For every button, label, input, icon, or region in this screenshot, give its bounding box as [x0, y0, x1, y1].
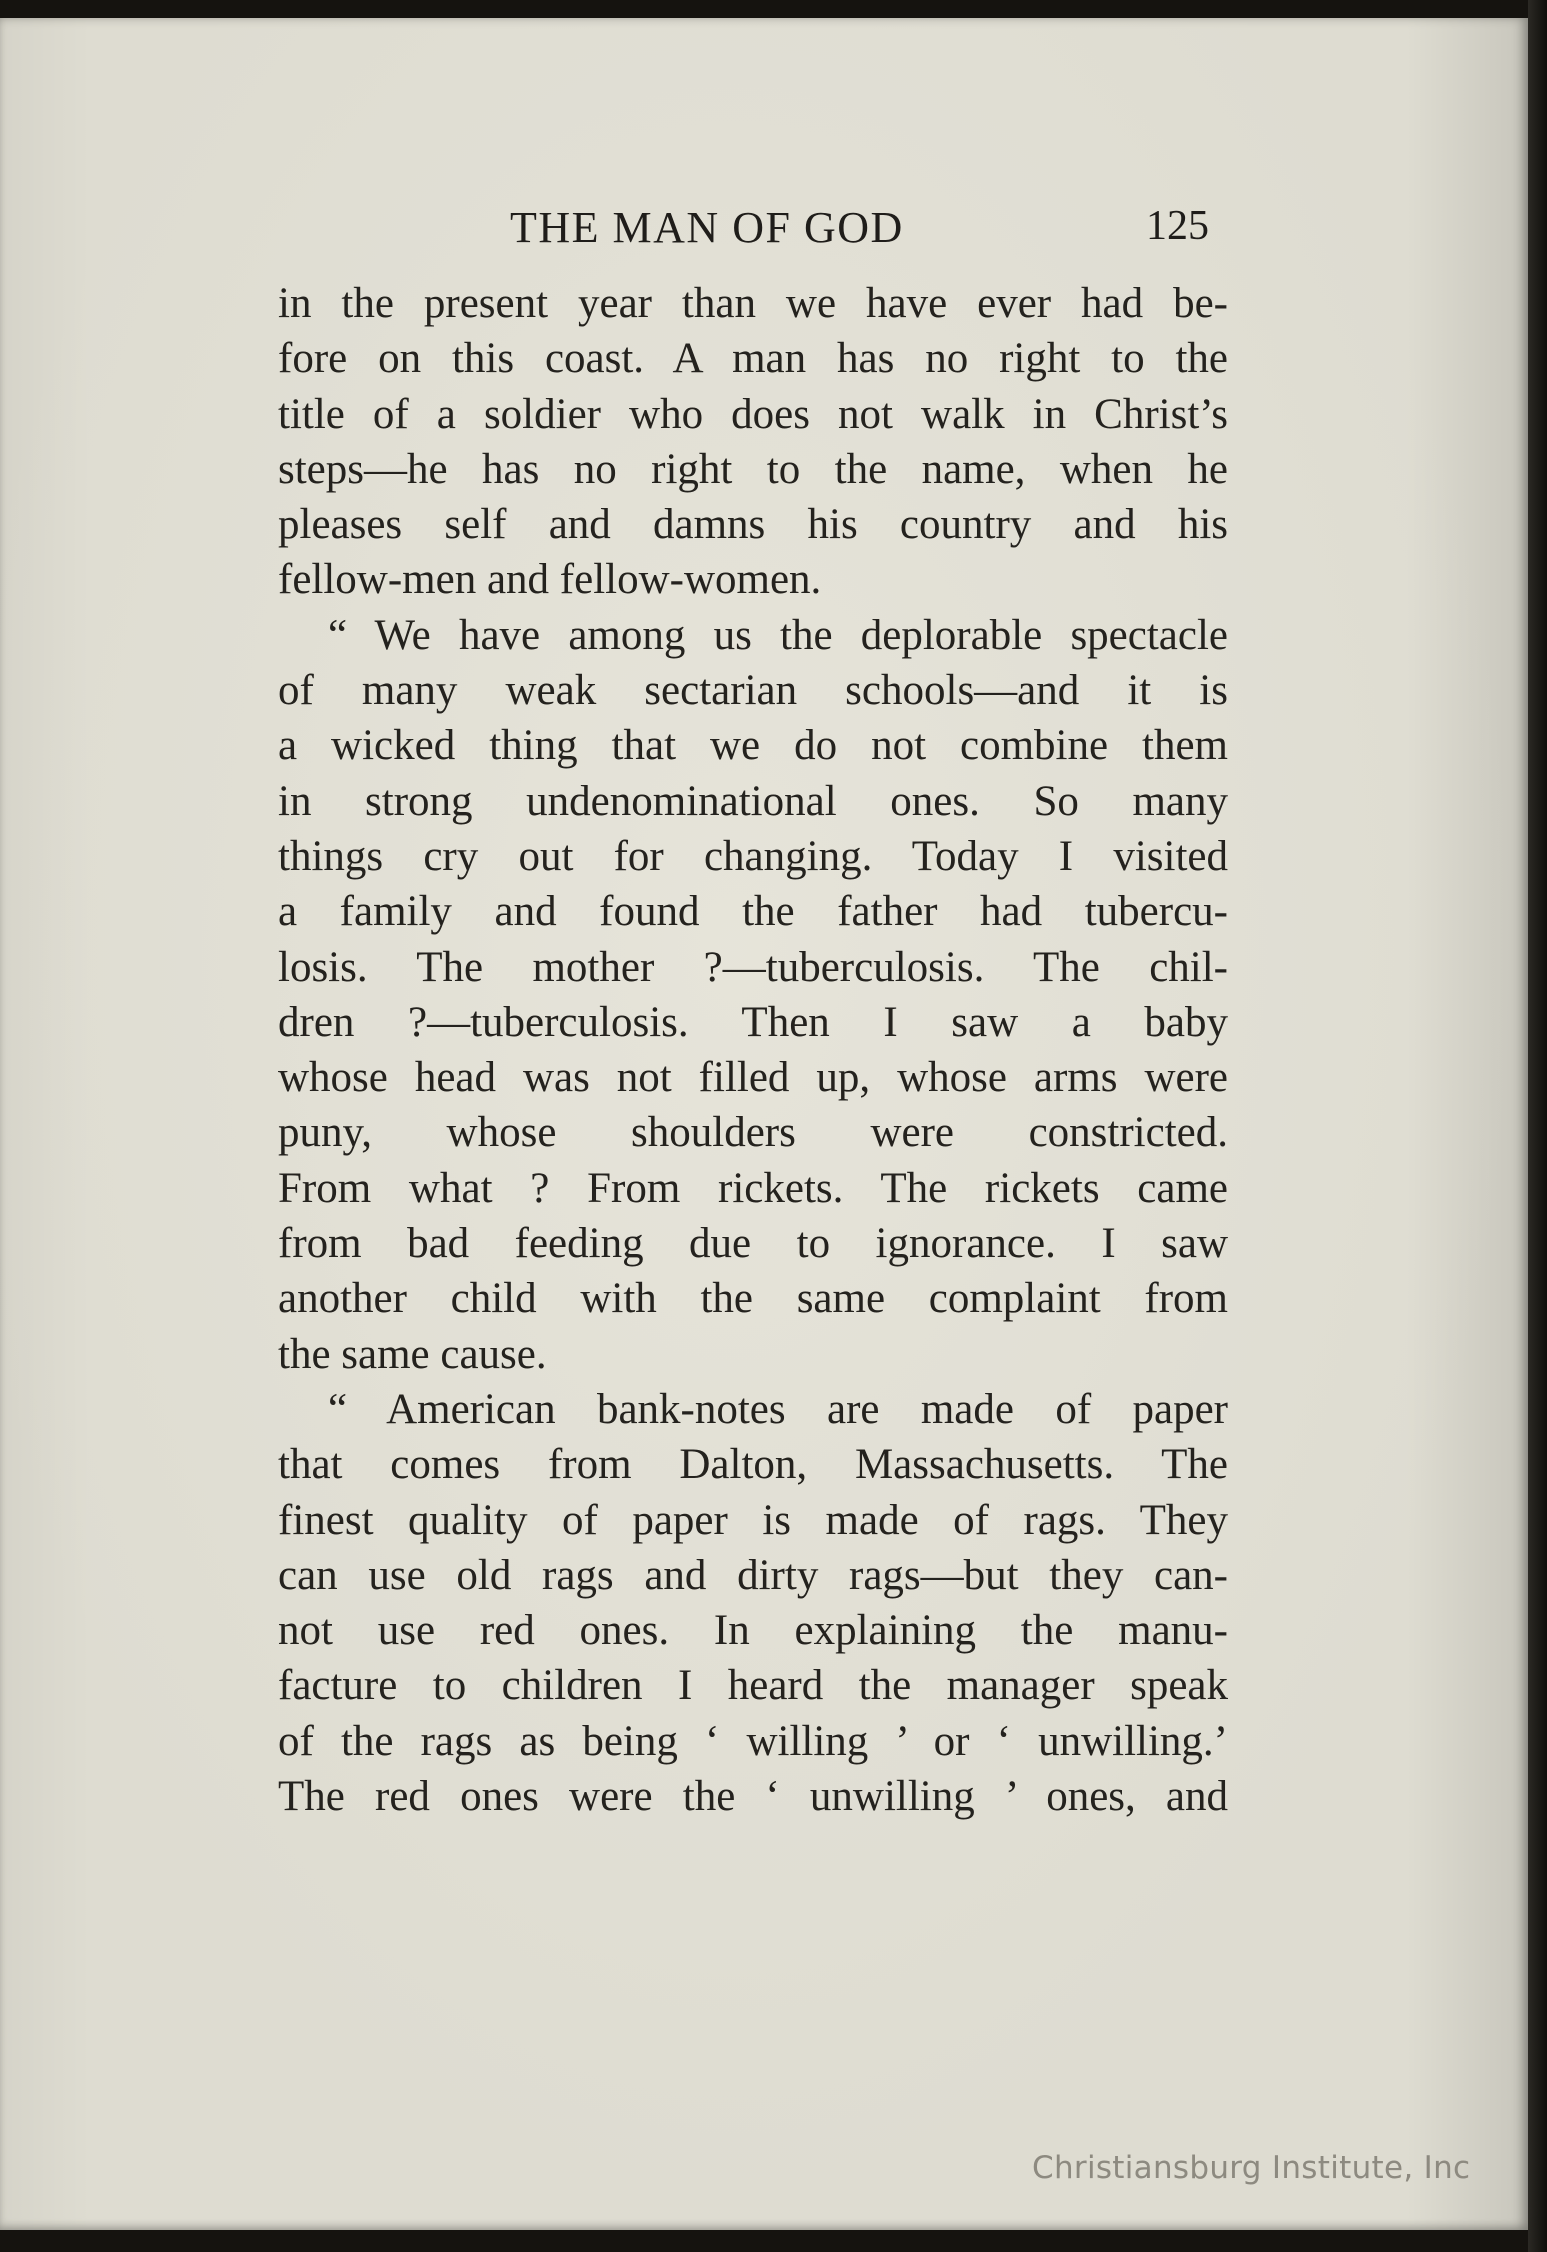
text-line: of the rags as being ‘ willing ’ or ‘ unwilling.’ [278, 1717, 1228, 1765]
text-line: steps—he has no right to the name, when he [278, 445, 1228, 493]
text-line: a family and found the father had tubercu- [278, 888, 1228, 936]
book-page [0, 18, 1528, 2230]
text-line: “ American bank-notes are made of paper [328, 1385, 1228, 1433]
text-line: The red ones were the ‘ unwilling ’ ones, and [278, 1773, 1228, 1821]
text-line: pleases self and damns his country and his [278, 501, 1228, 549]
running-head: THE MAN OF GOD [510, 203, 904, 252]
text-line: from bad feeding due to ignorance. I saw [278, 1220, 1228, 1268]
text-line: dren ?—tuberculosis. Then I saw a baby [278, 998, 1228, 1046]
text-line: From what ? From rickets. The rickets came [278, 1164, 1228, 1212]
watermark: Christiansburg Institute, Inc [1032, 2150, 1471, 2186]
text-line: puny, whose shoulders were constricted. [278, 1109, 1228, 1157]
text-line: facture to children I heard the manager speak [278, 1662, 1228, 1710]
text-line: a wicked thing that we do not combine them [278, 722, 1228, 770]
text-line: fellow-men and fellow-women. [278, 556, 822, 604]
page-edge-shadow [1528, 0, 1547, 2252]
text-line: that comes from Dalton, Massachusetts. The [278, 1441, 1228, 1489]
text-line: losis. The mother ?—tuberculosis. The chil- [278, 943, 1228, 991]
text-line: of many weak sectarian schools—and it is [278, 667, 1228, 715]
text-line: whose head was not filled up, whose arms were [278, 1054, 1228, 1102]
text-line: in strong undenominational ones. So many [278, 777, 1228, 825]
text-line: “ We have among us the deplorable spectacle [328, 611, 1228, 659]
text-line: the same cause. [278, 1330, 547, 1378]
text-line: another child with the same complaint from [278, 1275, 1228, 1323]
text-line: finest quality of paper is made of rags. They [278, 1496, 1228, 1544]
text-line: things cry out for changing. Today I visited [278, 832, 1228, 880]
page-number: 125 [1146, 203, 1209, 249]
text-line: not use red ones. In explaining the manu- [278, 1607, 1228, 1655]
text-line: in the present year than we have ever had be- [278, 280, 1228, 327]
body-text [278, 276, 1228, 1824]
text-line: title of a soldier who does not walk in Christ’s [278, 390, 1228, 438]
text-line: fore on this coast. A man has no right to the [278, 335, 1228, 383]
text-line: can use old rags and dirty rags—but they can- [278, 1551, 1228, 1599]
